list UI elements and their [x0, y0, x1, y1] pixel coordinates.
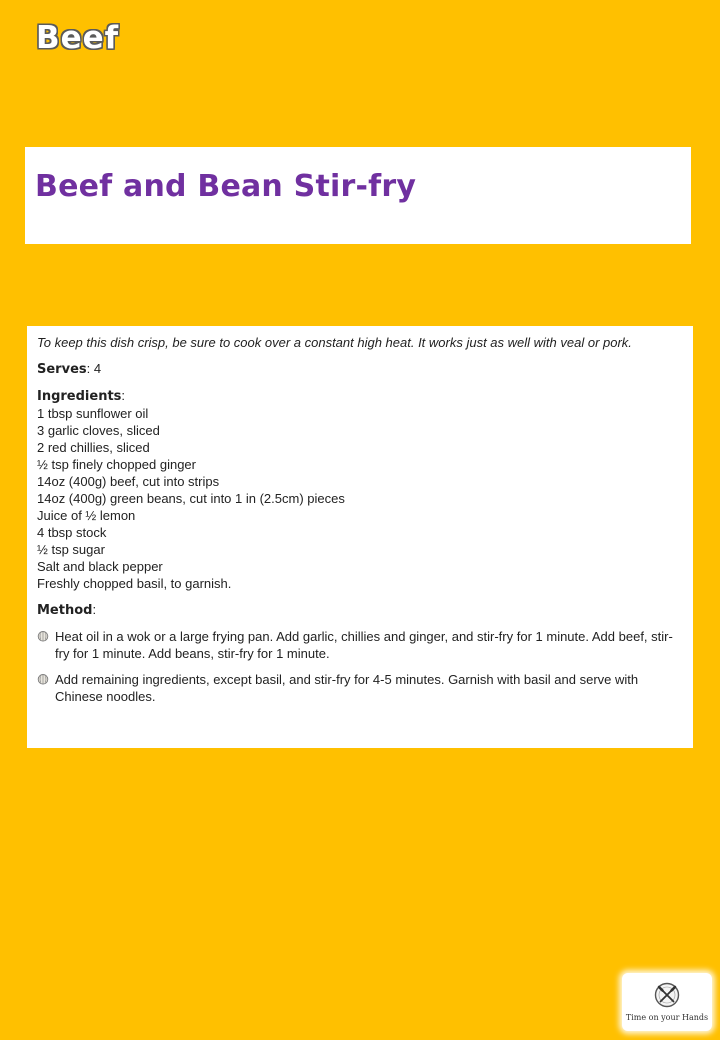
method-step-text: Add remaining ingredients, except basil, and stir-fry for 4-5 minutes. Garnish with basil and serve with Chinese noodles. — [55, 672, 639, 704]
method-label: Method — [37, 603, 93, 618]
recipe-panel — [27, 326, 693, 748]
garlic-bullet-icon — [37, 630, 49, 642]
method-steps — [37, 628, 681, 705]
ingredient-item: Salt and black pepper — [37, 559, 163, 574]
ingredient-item: 14oz (400g) green beans, cut into 1 in (2.5cm) pieces — [37, 491, 345, 506]
utensils-icon — [654, 982, 680, 1008]
garlic-bullet-icon — [37, 673, 49, 685]
method-heading — [37, 601, 681, 619]
ingredient-item: Juice of ½ lemon — [37, 508, 136, 523]
brand-logo — [622, 973, 712, 1031]
ingredient-item: 1 tbsp sunflower oil — [37, 406, 149, 421]
ingredients-heading — [37, 387, 681, 405]
method-step-text: Heat oil in a wok or a large frying pan. Add garlic, chillies and ginger, and stir-fry for 1 minute. Add beef, stir-fry for 1 minute. Add beans, stir-fry for 1 minute. — [55, 629, 673, 661]
recipe-title: Beef and Bean Stir-fry — [35, 169, 417, 204]
serves-line — [37, 360, 681, 378]
ingredient-item: Freshly chopped basil, to garnish. — [37, 576, 232, 591]
serves-label: Serves — [37, 362, 87, 377]
ingredient-item: 2 red chillies, sliced — [37, 440, 150, 455]
ingredient-item: 3 garlic cloves, sliced — [37, 423, 160, 438]
method-colon: : — [92, 602, 97, 617]
recipe-intro: To keep this dish crisp, be sure to cook over a constant high heat. It works just as well with veal or pork. — [37, 335, 632, 350]
ingredient-item: ½ tsp finely chopped ginger — [37, 457, 196, 472]
method-step — [37, 671, 681, 705]
brand-logo-text: Time on your Hands — [625, 1013, 709, 1022]
ingredient-item: 4 tbsp stock — [37, 525, 107, 540]
method-step — [37, 628, 681, 662]
ingredients-label: Ingredients — [37, 389, 122, 404]
ingredients-list — [37, 405, 681, 592]
title-panel — [25, 147, 691, 244]
ingredient-item: 14oz (400g) beef, cut into strips — [37, 474, 220, 489]
ingredient-item: ½ tsp sugar — [37, 542, 105, 557]
serves-value: : 4 — [86, 361, 102, 376]
category-heading: Beef — [36, 20, 120, 56]
ingredients-colon: : — [121, 388, 126, 403]
